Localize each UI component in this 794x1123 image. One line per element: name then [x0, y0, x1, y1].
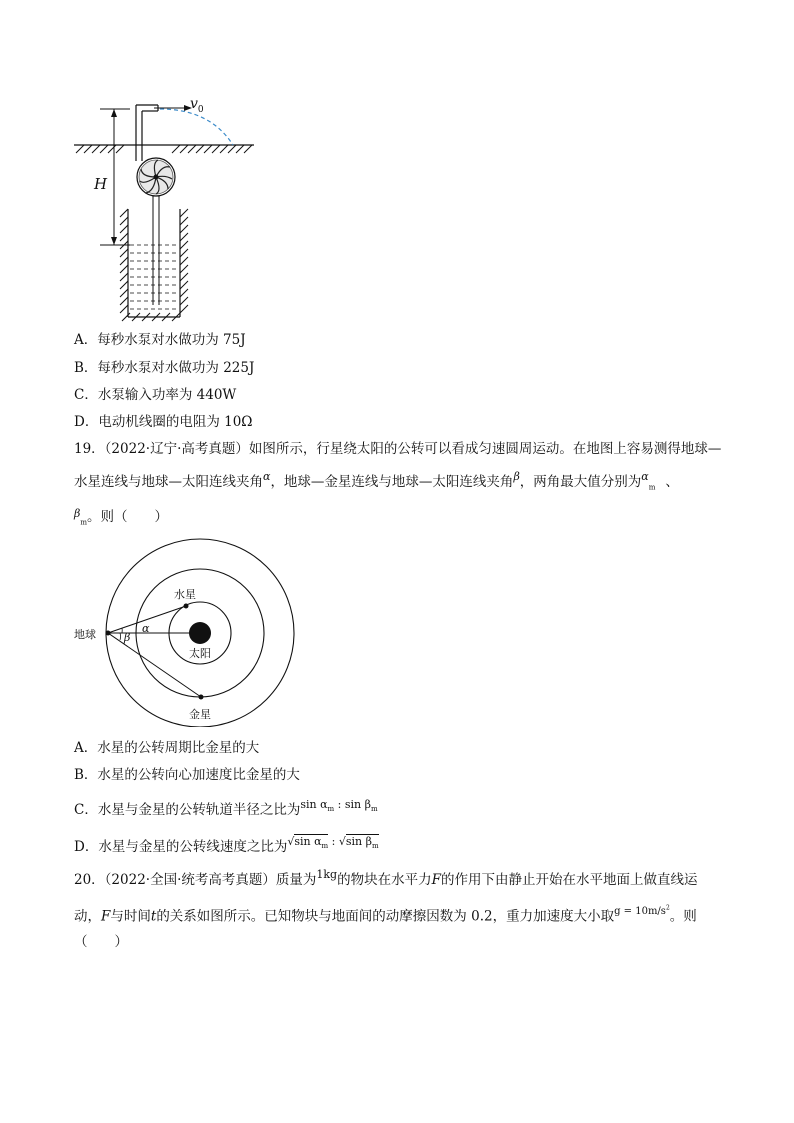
q19-option-c-text: 水星与金星的公转轨道半径之比为: [97, 802, 301, 818]
gravity-value: g = 10m/s: [614, 906, 666, 918]
alpha-m-symbol: α: [641, 470, 649, 483]
q19-line3-end: 。则（ ）: [87, 509, 168, 525]
q20-line1-part-c: 的作用下由静止开始在水平地面上做直线运: [440, 872, 698, 888]
q18-option-b-letter: B．: [74, 360, 98, 376]
earth: [106, 631, 111, 636]
q19-option-c-formula: [300, 798, 378, 814]
beta-m-subscript: m: [80, 518, 87, 527]
q19-stem-line2: [74, 470, 679, 497]
q19-option-d-letter: D．: [74, 839, 99, 855]
gravity-formula: [614, 906, 670, 917]
gravity-exponent: 2: [665, 905, 670, 912]
q19-line2-part-c: ，两角最大值分别为: [519, 474, 642, 490]
q18-option-b[interactable]: [74, 359, 254, 377]
sin-beta-m-sub: m: [370, 805, 378, 814]
q19-option-a-text: 水星的公转周期比金星的大: [97, 740, 260, 756]
sqrt-sign-2: √: [338, 835, 346, 848]
force-symbol-2: F: [101, 908, 111, 925]
q19-line2-part-a: 水星连线与地球—太阳连线夹角: [74, 474, 263, 490]
q18-option-b-text: 每秒水泵对水做功为 225J: [97, 360, 255, 376]
sin-alpha-m-sub: m: [327, 805, 335, 814]
q19-line2-part-b: ，地球—金星连线与地球—太阳连线夹角: [270, 474, 514, 490]
beta-label: β: [124, 631, 131, 644]
q20-line2-part-a: 动，: [74, 908, 101, 925]
q18-option-c-letter: C．: [74, 387, 98, 403]
q19-option-b[interactable]: [74, 766, 300, 784]
q20-line2-part-b: 与时间: [110, 908, 151, 925]
q19-option-b-text: 水星的公转向心加速度比金星的大: [97, 767, 300, 783]
alpha-m-subscript: m: [648, 483, 656, 492]
v0-subscript: 0: [197, 104, 204, 115]
ground-hatch: [76, 145, 252, 153]
sqrt-ratio-colon: :: [328, 835, 339, 848]
sin-beta-m: sin β: [344, 798, 371, 811]
q18-option-c-text: 水泵输入功率为 440W: [97, 387, 237, 403]
q20-stem-line1: [74, 868, 698, 890]
mercury-label: 水星: [174, 588, 196, 601]
q18-option-d-letter: D．: [74, 414, 99, 430]
sqrt-sin-beta-m: sin β: [345, 835, 372, 848]
beta-symbol: β: [513, 470, 520, 483]
q18-option-d-text: 电动机线圈的电阻为 10Ω: [98, 414, 253, 430]
sqrt-sign-1: √: [287, 835, 295, 848]
q19-option-d[interactable]: [74, 835, 379, 861]
sqrt-arg-2: [345, 834, 379, 851]
q19-stem-line3: [74, 508, 168, 532]
q19-option-c-letter: C．: [74, 802, 98, 818]
q20-line1-part-a: 20．（2022·全国·统考高考真题）质量为: [74, 872, 317, 888]
beta-m-symbol: β: [74, 507, 81, 520]
q19-option-d-formula: [287, 835, 379, 851]
q18-option-a-text: 每秒水泵对水做功为 75J: [97, 332, 246, 348]
ratio-colon: :: [334, 798, 345, 811]
q19-stem-line1: 19．（2022·辽宁·高考真题）如图所示，行星绕太阳的公转可以看成匀速圆周运动。在地图上容易测得地球—: [74, 441, 722, 457]
q20-line2-part-c: 的关系如图所示。已知物块与地面间的动摩擦因数为 0.2，重力加速度大小取: [156, 908, 615, 925]
pump-wheel: [137, 158, 175, 196]
sqrt-sin-beta-m-sub: m: [372, 842, 379, 851]
q18-option-d[interactable]: [74, 413, 253, 431]
sqrt-sin-alpha-m-sub: m: [321, 842, 329, 851]
q20-line1-part-b: 的物块在水平力: [337, 872, 432, 888]
q19-option-b-letter: B．: [74, 767, 98, 783]
q18-option-a[interactable]: [74, 331, 246, 349]
v0-symbol: v: [190, 96, 198, 112]
pump-diagram: [70, 95, 270, 325]
venus: [199, 695, 204, 700]
mass-value: 1kg: [316, 868, 338, 881]
q18-option-c[interactable]: [74, 386, 236, 404]
q20-stem-line3[interactable]: （ ）: [74, 934, 128, 950]
alpha-symbol: α: [263, 470, 271, 483]
q19-line2-part-d: 、: [665, 474, 679, 490]
v0-label: [190, 96, 204, 115]
sqrt-arg-1: [294, 834, 329, 851]
q19-option-d-text: 水星与金星的公转线速度之比为: [98, 839, 288, 855]
earth-label: 地球: [74, 628, 96, 641]
h-label: H: [94, 175, 108, 193]
q19-option-a-letter: A．: [74, 740, 98, 756]
sin-alpha-m: sin α: [300, 798, 328, 811]
water-level: [130, 245, 178, 309]
mercury: [184, 604, 189, 609]
q20-line2-part-d: 。则: [669, 908, 697, 925]
time-symbol: t: [150, 908, 157, 925]
sun-label: 太阳: [189, 647, 211, 660]
force-symbol: F: [431, 872, 441, 888]
q19-option-c[interactable]: [74, 798, 378, 824]
q18-option-a-letter: A．: [74, 332, 98, 348]
q20-stem-line2: [74, 906, 697, 927]
sqrt-sin-alpha-m: sin α: [294, 835, 322, 848]
q19-option-a[interactable]: [74, 739, 259, 757]
venus-label: 金星: [189, 708, 211, 721]
alpha-label: α: [142, 622, 150, 635]
